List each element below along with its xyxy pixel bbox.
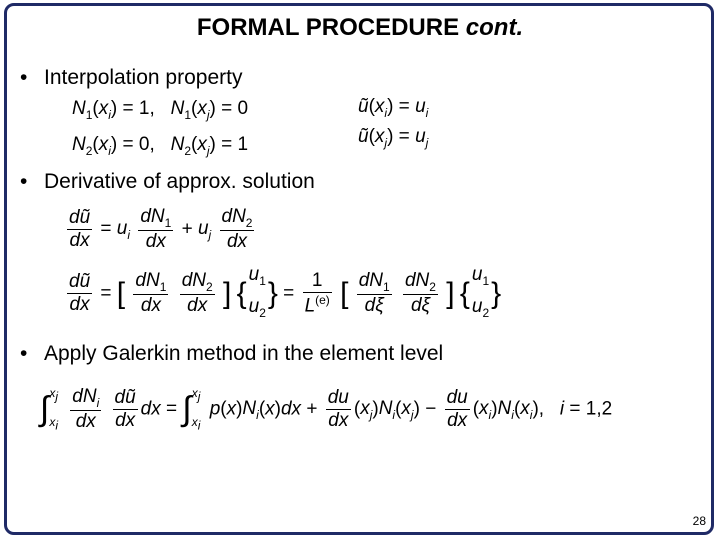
equation-derivative-1: $\frac{dũ}{dx}$ = $u_i$ $\frac{dN_1}{dx}$ + $u_j$ $\frac{dN_2}{dx}$	[69, 206, 253, 252]
bullet-dot: •	[20, 342, 28, 365]
equation-n1: $N_1(x_i) = 1$, $N_1(x_j) = 0$	[72, 98, 249, 122]
page-number: 28	[692, 514, 706, 528]
slide-title	[0, 14, 720, 42]
title-main: FORMAL PROCEDURE	[196, 14, 460, 41]
equation-galerkin: ∫ $x_j$ $x_i$ $\frac{dN_i}{dx}$ $\frac{dũ}{dx}$ dx = ∫ $x_j$ $x_i$ $p(x)N_i(x)dx$ + $\frac{du}{dx}$ $(x_j)N_i(x_j)$ − $\frac{du}{dx}$ $(x_i)N_i(x_i)$, i = 1,2	[40, 385, 613, 433]
bullet-interpolation	[20, 66, 242, 90]
bullet-dot: •	[20, 170, 28, 193]
bullet-dot: •	[20, 66, 28, 89]
equation-derivative-2: $\frac{dũ}{dx}$ = [ $\frac{dN_1}{dx}$ $\frac{dN_2}{dx}$ ] { $u_1$ $u_2$ } = $\frac{1}{L^{(e)}}$ [ $\frac{dN_1}{d\xi}$ $\frac{dN_2}{d\xi}$ ] { $u_1$ $u_2$ }	[69, 264, 502, 320]
bullet-derivative	[20, 170, 315, 194]
bullet-text: Apply Galerkin method in the element level	[44, 342, 444, 365]
equation-utilde-j: $ũ(x_j) = u_j$	[358, 126, 429, 150]
equation-n2: $N_2(x_i) = 0$, $N_2(x_j) = 1$	[72, 134, 249, 158]
equation-utilde-i: $ũ(x_i) = u_i$	[358, 96, 429, 120]
bullet-galerkin	[20, 342, 443, 366]
bullet-text: Derivative of approx. solution	[44, 170, 315, 193]
title-cont: cont.	[465, 14, 524, 41]
bullet-text: Interpolation property	[44, 66, 243, 89]
